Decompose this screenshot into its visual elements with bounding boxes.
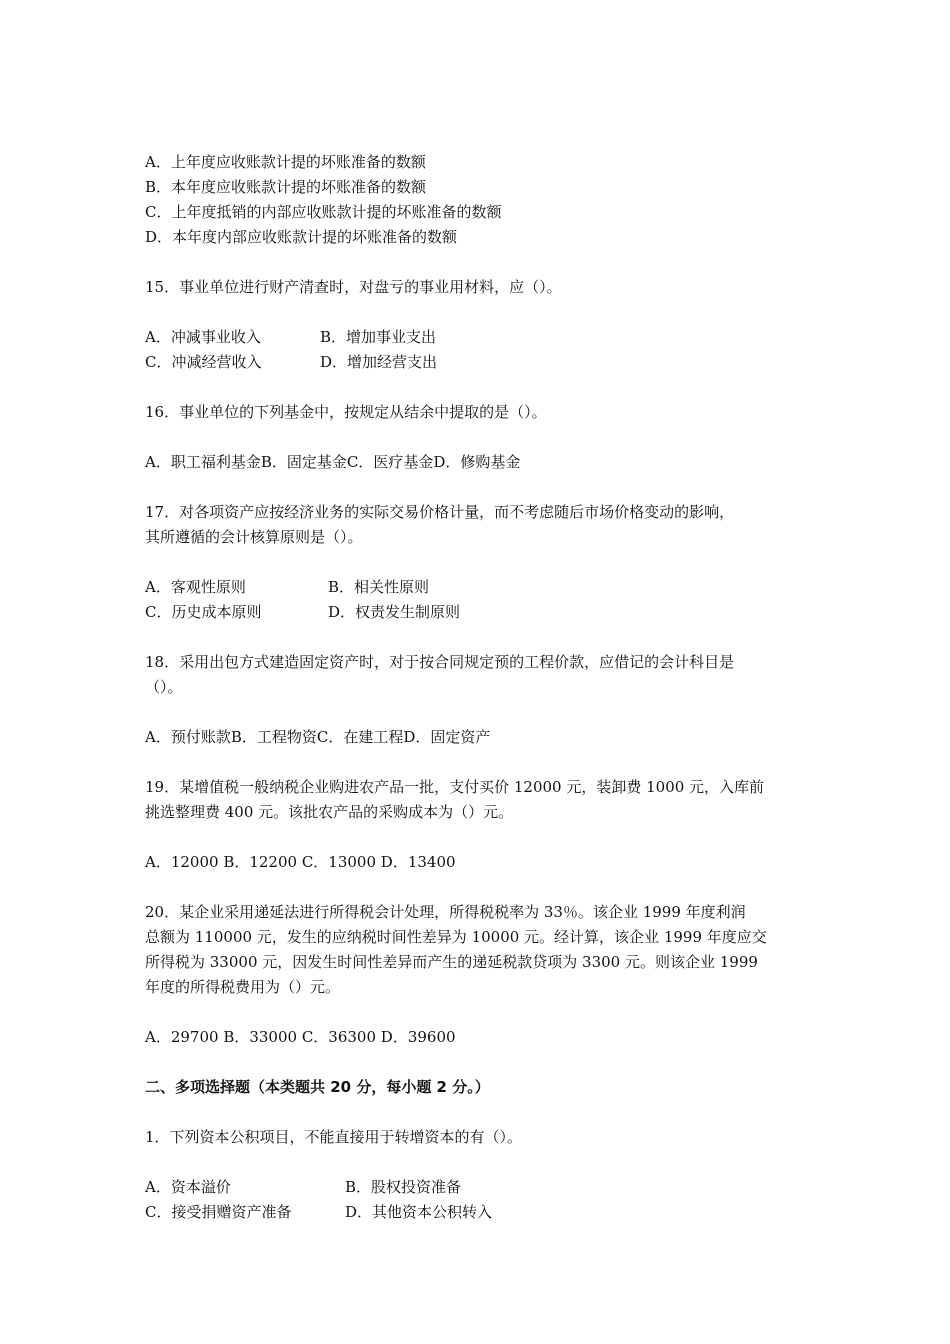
q19-stem-line1: 19．某增值税一般纳税企业购进农产品一批，支付买价 12000 元，装卸费 1000 元，入库前 <box>145 778 765 796</box>
m1-option-b: B．股权投资准备 <box>345 1178 462 1196</box>
q15-option-c: C．冲减经营收入 <box>145 353 262 371</box>
m1-stem: 1．下列资本公积项目，不能直接用于转增资本的有（）。 <box>145 1128 523 1146</box>
q20-stem-line4: 年度的所得税费用为（）元。 <box>145 978 341 996</box>
q17-option-b: B．相关性原则 <box>328 578 430 596</box>
q17-option-c: C．历史成本原则 <box>145 603 262 621</box>
q19-stem-line2: 挑选整理费 400 元。该批农产品的采购成本为（）元。 <box>145 803 514 821</box>
q17-stem-line1: 17．对各项资产应按经济业务的实际交易价格计量，而不考虑随后市场价格变动的影响， <box>145 503 735 521</box>
prev-option-d: D．本年度内部应收账款计提的坏账准备的数额 <box>145 228 458 246</box>
q18-stem-line1: 18．采用出包方式建造固定资产时，对于按合同规定预的工程价款，应借记的会计科目是 <box>145 653 735 671</box>
q15-stem: 15．事业单位进行财产清查时，对盘亏的事业用材料，应（）。 <box>145 278 562 296</box>
q18-stem-line2: （）。 <box>145 678 183 696</box>
section-heading: 二、多项选择题（本类题共 20 分，每小题 2 分。） <box>145 1078 490 1096</box>
q15-option-d: D．增加经营支出 <box>320 353 438 371</box>
q17-option-a: A．客观性原则 <box>145 578 246 596</box>
prev-option-b: B．本年度应收账款计提的坏账准备的数额 <box>145 178 427 196</box>
prev-option-c: C．上年度抵销的内部应收账款计提的坏账准备的数额 <box>145 203 502 221</box>
q17-option-d: D．权责发生制原则 <box>328 603 461 621</box>
q18-options: A．预付账款B．工程物资C．在建工程D．固定资产 <box>145 728 491 746</box>
q15-option-b: B．增加事业支出 <box>320 328 437 346</box>
m1-option-d: D．其他资本公积转入 <box>345 1203 493 1221</box>
q16-stem: 16．事业单位的下列基金中，按规定从结余中提取的是（）。 <box>145 403 547 421</box>
m1-option-a: A．资本溢价 <box>145 1178 231 1196</box>
q20-stem-line1: 20．某企业采用递延法进行所得税会计处理，所得税税率为 33％。该企业 1999 年度利润 <box>145 903 746 921</box>
m1-option-c: C．接受捐赠资产准备 <box>145 1203 292 1221</box>
q15-option-a: A．冲减事业收入 <box>145 328 261 346</box>
q20-stem-line3: 所得税为 33000 元，因发生时间性差异而产生的递延税款贷项为 3300 元。则该企业 1999 <box>145 953 758 971</box>
q17-stem-line2: 其所遵循的会计核算原则是（）。 <box>145 528 363 546</box>
q19-options: A．12000 B．12200 C．13000 D．13400 <box>145 853 456 871</box>
q20-stem-line2: 总额为 110000 元，发生的应纳税时间性差异为 10000 元。经计算，该企业 1999 年度应交 <box>145 928 767 946</box>
q20-options: A．29700 B．33000 C．36300 D．39600 <box>145 1028 456 1046</box>
prev-option-a: A．上年度应收账款计提的坏账准备的数额 <box>145 153 426 171</box>
q16-options: A．职工福利基金B．固定基金C．医疗基金D．修购基金 <box>145 453 521 471</box>
